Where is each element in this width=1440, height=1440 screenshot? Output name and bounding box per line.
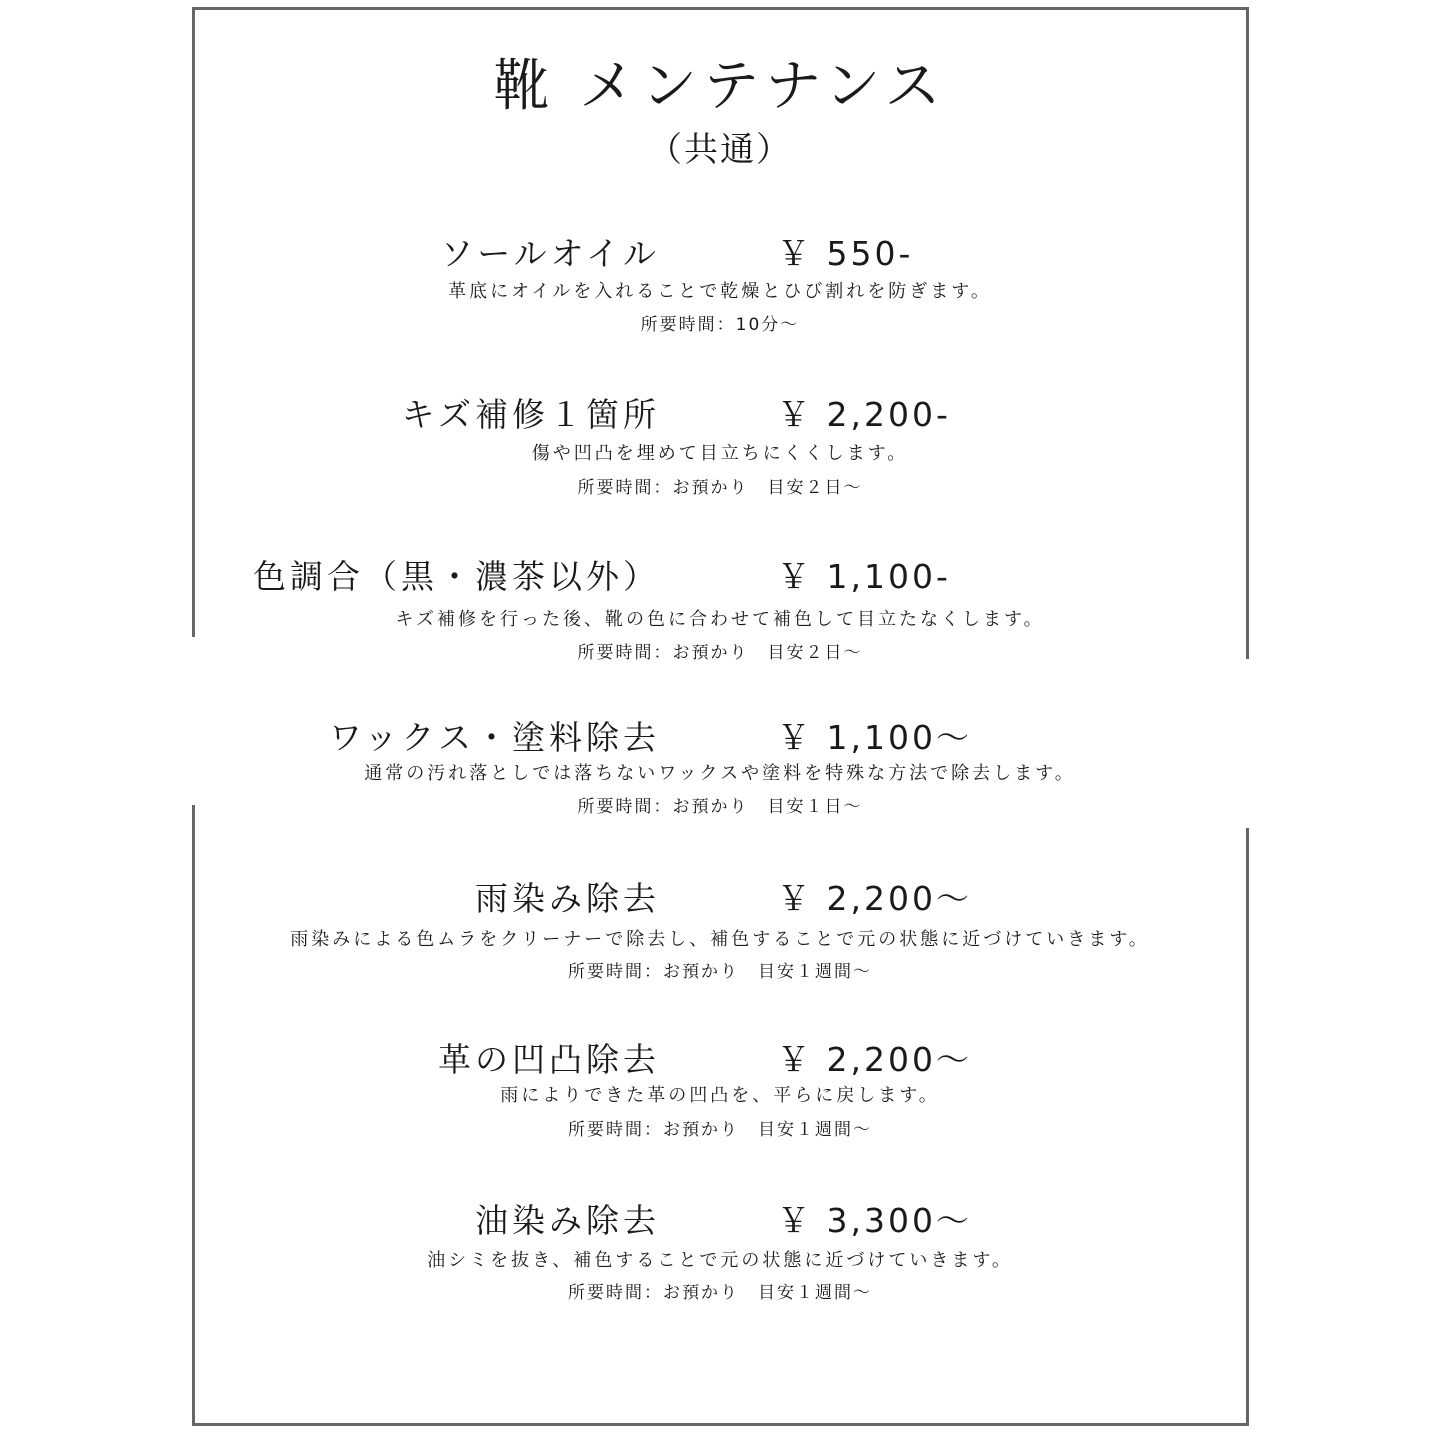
service-price-sole-oil: ￥ 550- — [777, 234, 914, 273]
service-name-color-matching: 色調合（黒・濃茶以外） — [253, 557, 660, 596]
service-name-wax-removal: ワックス・塗料除去 — [328, 718, 660, 757]
frame-border-left-lower — [192, 805, 195, 1426]
frame-border-bottom — [192, 1423, 1249, 1426]
service-desc-color-matching: キズ補修を行った後、靴の色に合わせて補色して目立たなくします。 — [395, 609, 1045, 630]
service-price-oil-stain: ￥ 3,300～ — [777, 1201, 972, 1240]
service-desc-wax-removal: 通常の汚れ落としでは落ちないワックスや塗料を特殊な方法で除去します。 — [364, 763, 1076, 784]
service-desc-oil-stain: 油シミを抜き、補色することで元の状態に近づけていきます。 — [427, 1250, 1013, 1271]
service-desc-rain-stain: 雨染みによる色ムラをクリーナーで除去し、補色することで元の状態に近づけていきます。 — [290, 929, 1150, 950]
service-name-sole-oil: ソールオイル — [440, 234, 660, 273]
service-price-leather-unevenness: ￥ 2,200～ — [777, 1040, 972, 1079]
service-price-scratch-repair: ￥ 2,200- — [777, 395, 951, 434]
service-time-sole-oil: 所要時間：10分～ — [640, 315, 800, 335]
service-time-rain-stain: 所要時間：お預かり 目安１週間～ — [568, 962, 872, 982]
service-time-wax-removal: 所要時間：お預かり 目安１日～ — [577, 797, 863, 817]
service-price-color-matching: ￥ 1,100- — [777, 557, 951, 596]
service-time-leather-unevenness: 所要時間：お預かり 目安１週間～ — [568, 1120, 872, 1140]
service-time-scratch-repair: 所要時間：お預かり 目安２日～ — [577, 478, 863, 498]
service-time-color-matching: 所要時間：お預かり 目安２日～ — [577, 643, 863, 663]
service-desc-scratch-repair: 傷や凹凸を埋めて目立ちにくくします。 — [531, 443, 909, 464]
service-price-rain-stain: ￥ 2,200～ — [777, 879, 972, 918]
service-name-oil-stain: 油染み除去 — [475, 1201, 660, 1240]
service-name-leather-unevenness: 革の凹凸除去 — [438, 1040, 660, 1079]
service-name-scratch-repair: キズ補修１箇所 — [401, 395, 660, 434]
frame-border-top — [192, 7, 1249, 10]
service-price-wax-removal: ￥ 1,100～ — [777, 718, 972, 757]
page-title: 靴 メンテナンス — [493, 54, 947, 119]
service-time-oil-stain: 所要時間：お預かり 目安１週間～ — [568, 1283, 872, 1303]
service-desc-leather-unevenness: 雨によりできた革の凹凸を、平らに戻します。 — [500, 1085, 940, 1106]
page-subtitle: （共通） — [648, 130, 792, 170]
service-desc-sole-oil: 革底にオイルを入れることで乾燥とひび割れを防ぎます。 — [448, 281, 992, 302]
service-name-rain-stain: 雨染み除去 — [475, 879, 660, 918]
